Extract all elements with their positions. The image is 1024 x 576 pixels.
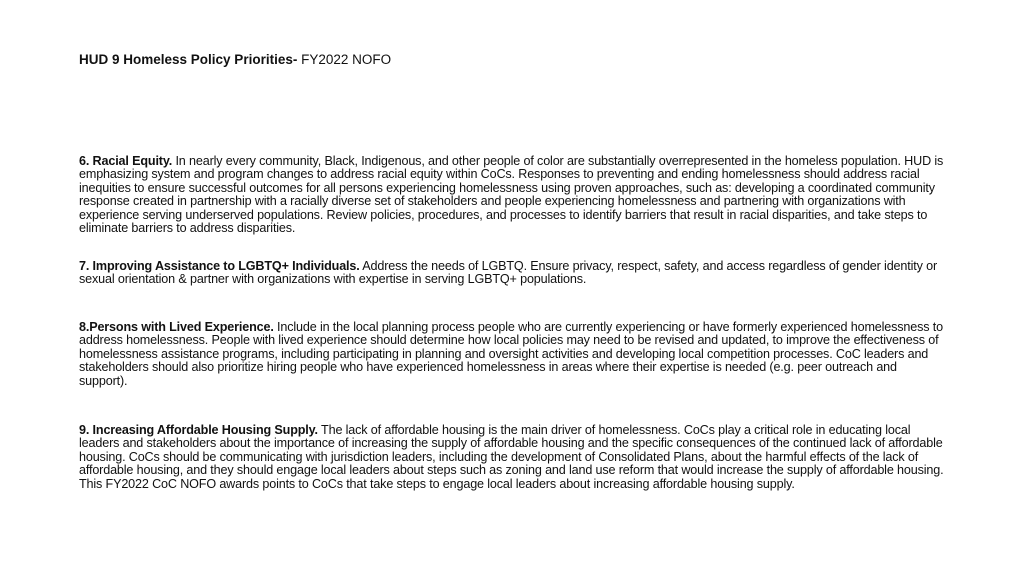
priority-body: The lack of affordable housing is the main driver of homelessness. CoCs play a critical role in educating local leaders and stakeholders about the importance of increasing the supply of affordable housing and the specific consequences of the continued lack of affordable housing. CoCs should be communicating with jurisdiction leaders, including the development of Consolidated Plans, about the harmful effects of the lack of affordable housing, and they should engage local leaders about steps such as zoning and land use reform that would increase the supply of affordable housing. This FY2022 CoC NOFO awards points to CoCs that take steps to engage local leaders about increasing affordable housing supply. (79, 423, 944, 491)
priority-affordable-housing (79, 424, 947, 491)
priority-lgbtq-assistance (79, 260, 947, 287)
priority-heading: 6. Racial Equity. (79, 154, 173, 168)
page-title (79, 52, 391, 68)
priority-heading: 7. Improving Assistance to LGBTQ+ Individuals. (79, 259, 360, 273)
page-title-bold: HUD 9 Homeless Policy Priorities- (79, 52, 298, 67)
priority-heading: 8.Persons with Lived Experience. (79, 320, 274, 334)
priority-racial-equity (79, 155, 947, 235)
priority-lived-experience (79, 321, 947, 388)
priority-body: Address the needs of LGBTQ. Ensure privacy, respect, safety, and access regardless of gender identity or sexual orientation & partner with organizations with expertise in serving LGBTQ+ populations. (79, 259, 938, 287)
priority-body: In nearly every community, Black, Indigenous, and other people of color are substantially overrepresented in the homeless population. HUD is emphasizing system and program changes to address racial equity within CoCs. Responses to preventing and ending homelessness should address racial inequities to ensure successful outcomes for all persons experiencing homelessness using proven approaches, such as: developing a coordinated community response created in partnership with a racially diverse set of stakeholders and people experiencing homelessness and partnering with organizations with experience serving underserved populations. Review policies, procedures, and processes to identify barriers that result in racial disparities, and take steps to eliminate barriers to address disparities. (79, 154, 944, 236)
priority-body: Include in the local planning process people who are currently experiencing or have formerly experienced homelessness to address homelessness. People with lived experience should determine how local policies may need to be revised and updated, to improve the effectiveness of homelessness assistance programs, including participating in planning and oversight activities and developing local competition processes. CoC leaders and stakeholders should also prioritize hiring people who have experienced homelessness in areas where their expertise is needed (e.g. peer outreach and support). (79, 320, 943, 388)
priority-heading: 9. Increasing Affordable Housing Supply. (79, 423, 318, 437)
page-title-subtitle: FY2022 NOFO (297, 52, 392, 67)
